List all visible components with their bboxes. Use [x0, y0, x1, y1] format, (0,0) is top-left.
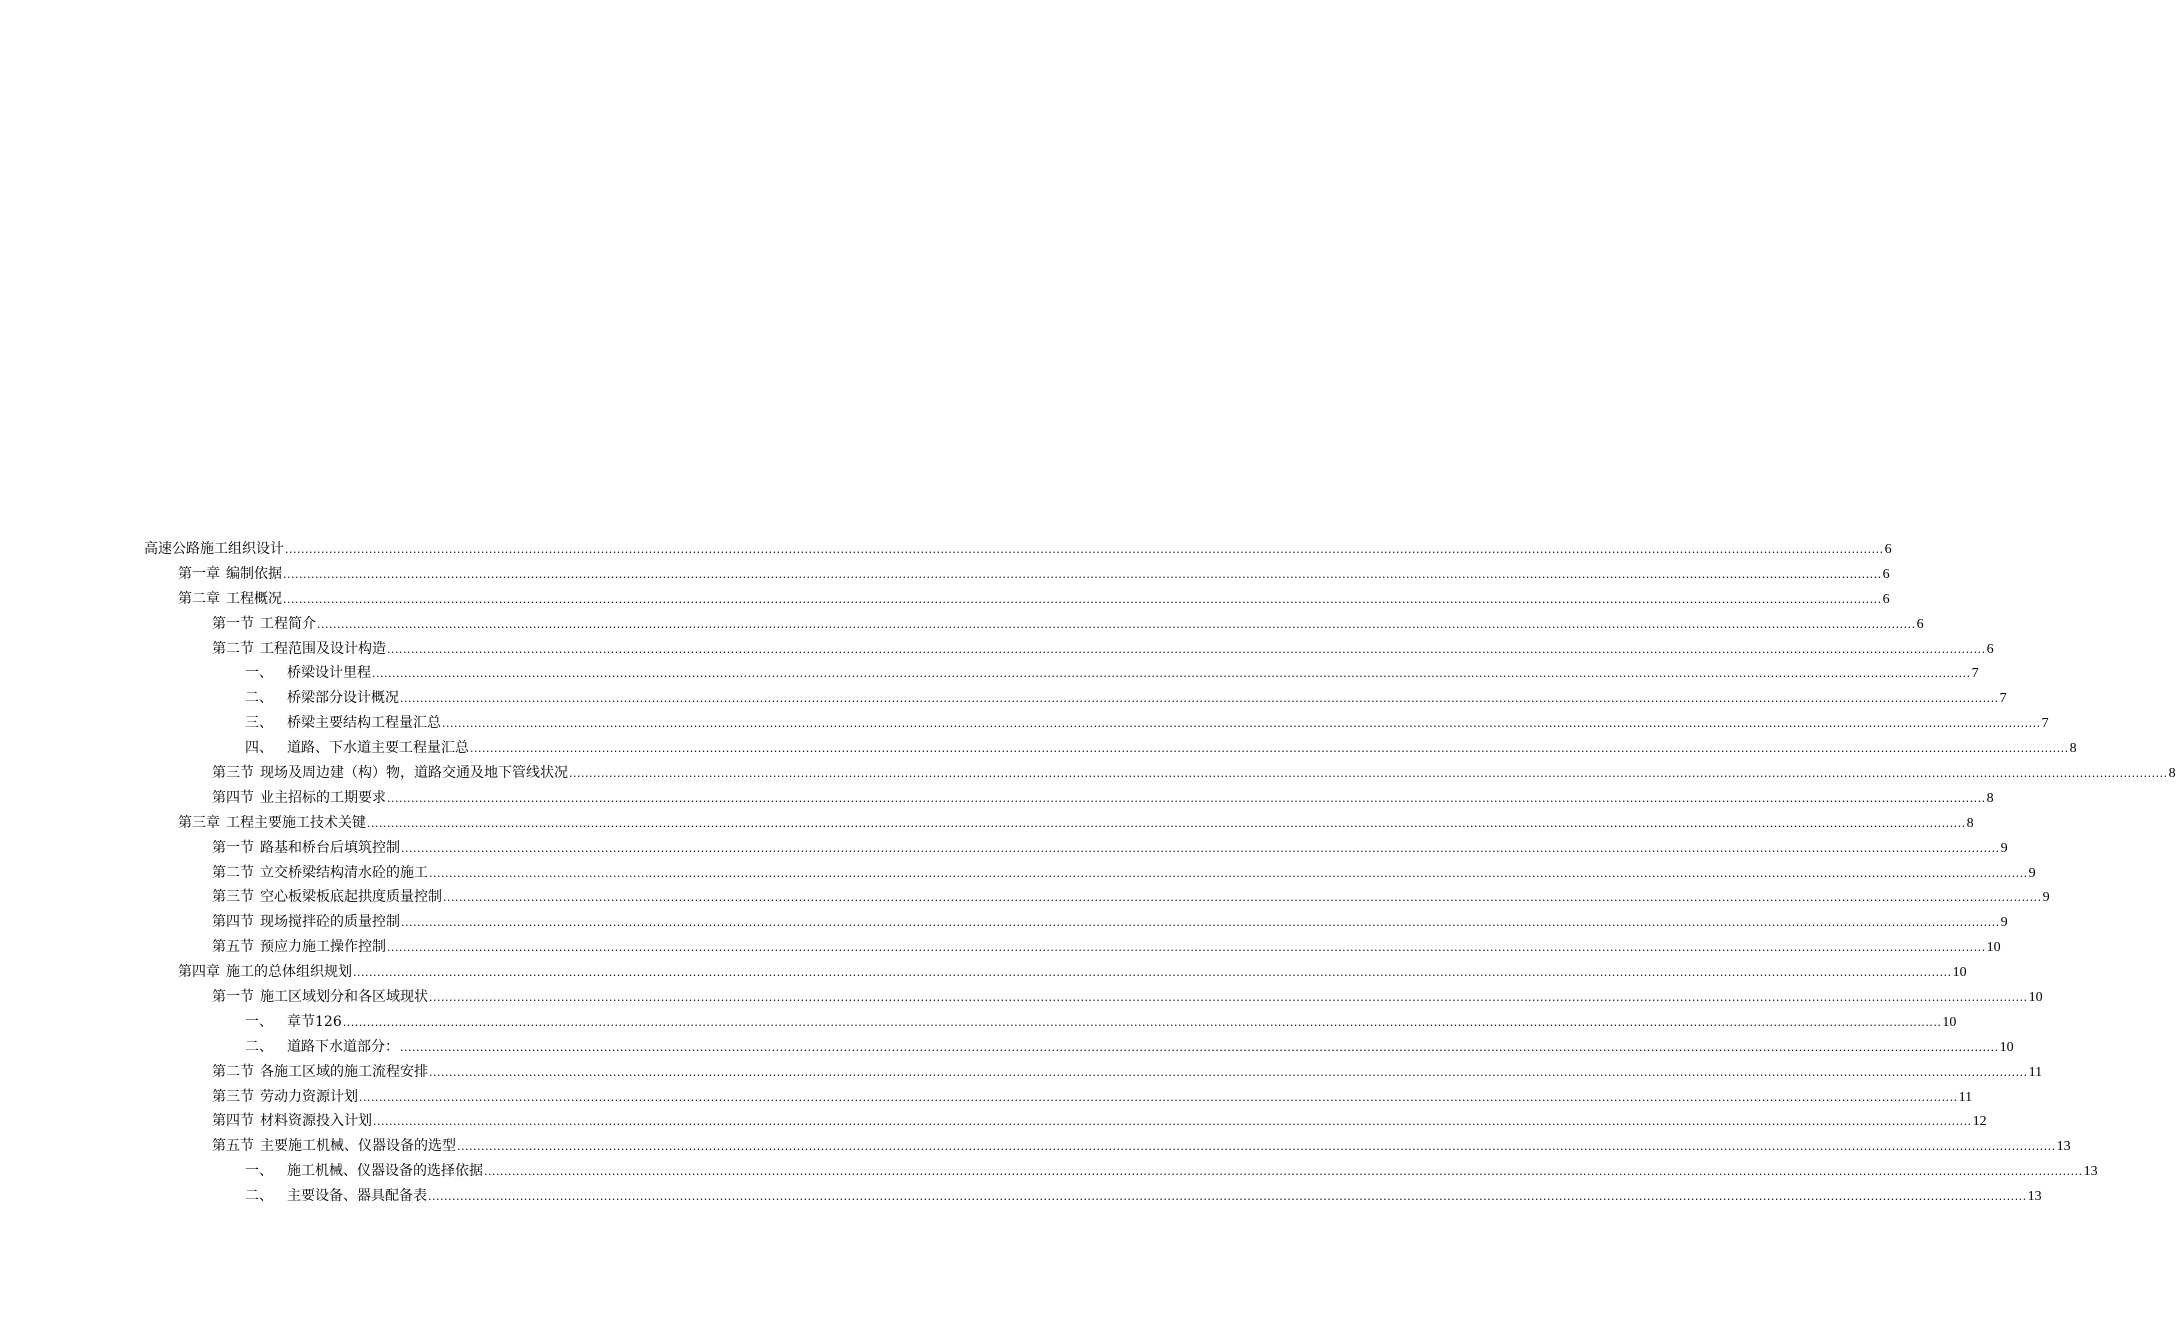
toc-entry[interactable]	[0, 661, 1979, 686]
toc-entry-number: 一、	[245, 665, 273, 682]
toc-entry-page-number: 11	[1958, 1089, 1973, 1105]
toc-entry[interactable]	[0, 736, 2077, 761]
toc-entry-number: 第三节	[212, 765, 254, 782]
toc-entry-title: 桥梁主要结构工程量汇总	[287, 715, 441, 732]
toc-entry-number: 第二节	[212, 864, 254, 881]
toc-entry-number: 四、	[245, 740, 273, 757]
toc-entry-number: 第二节	[212, 640, 254, 657]
dot-leader: ................................................................................................................................................................................................................................................................................................................................................................................................................	[387, 791, 1986, 805]
toc-entry-title: 现场搅拌砼的质量控制	[260, 914, 400, 931]
toc-entry-number: 第一节	[212, 989, 254, 1006]
dot-leader: ................................................................................................................................................................................................................................................................................................................................................................................................................	[484, 1165, 2083, 1179]
dot-leader: ................................................................................................................................................................................................................................................................................................................................................................................................................	[429, 1065, 2028, 1079]
toc-entry-page-number: 6	[1884, 542, 1892, 557]
toc-entry-title: 主要设备、器具配备表	[287, 1188, 427, 1205]
toc-entry[interactable]	[0, 562, 1890, 587]
dot-leader: ................................................................................................................................................................................................................................................................................................................................................................................................................	[359, 1090, 1958, 1104]
dot-leader: ................................................................................................................................................................................................................................................................................................................................................................................................................	[400, 692, 1999, 706]
toc-entry[interactable]	[0, 711, 2049, 736]
toc-entry-number: 第一节	[212, 839, 254, 856]
toc-entry-page-number: 13	[2027, 1189, 2042, 1205]
toc-entry-title: 桥梁部分设计概况	[287, 690, 399, 707]
toc-entry-title: 道路、下水道主要工程量汇总	[287, 740, 469, 757]
toc-entry-page-number: 6	[1882, 566, 1890, 582]
toc-entry[interactable]	[0, 1010, 1957, 1035]
toc-entry-number: 第二章	[178, 590, 220, 607]
dot-leader: ................................................................................................................................................................................................................................................................................................................................................................................................................	[353, 966, 1952, 980]
dot-leader: ................................................................................................................................................................................................................................................................................................................................................................................................................	[387, 941, 1986, 955]
dot-leader: ................................................................................................................................................................................................................................................................................................................................................................................................................	[342, 1015, 1942, 1029]
toc-entry-title: 道路下水道部分：	[287, 1038, 399, 1055]
toc-entry-number: 一、	[245, 1013, 273, 1030]
dot-leader: ................................................................................................................................................................................................................................................................................................................................................................................................................	[401, 841, 2000, 855]
toc-entry-number: 第一章	[178, 565, 220, 582]
toc-entry-title: 路基和桥台后填筑控制	[260, 839, 400, 856]
toc-entry[interactable]	[0, 761, 2176, 786]
toc-entry[interactable]	[0, 861, 2036, 886]
dot-leader: ................................................................................................................................................................................................................................................................................................................................................................................................................	[285, 543, 1884, 556]
toc-entry[interactable]	[0, 935, 2001, 960]
dot-leader: ................................................................................................................................................................................................................................................................................................................................................................................................................	[317, 617, 1916, 631]
toc-entry[interactable]	[0, 1035, 2014, 1060]
toc-entry-title: 工程简介	[260, 615, 316, 632]
toc-entry-number: 第二节	[212, 1063, 254, 1080]
toc-entry-title: 桥梁设计里程	[287, 665, 371, 682]
toc-entry-page-number: 9	[2000, 915, 2008, 931]
dot-leader: ................................................................................................................................................................................................................................................................................................................................................................................................................	[428, 1190, 2027, 1204]
toc-entry-page-number: 6	[1916, 616, 1924, 632]
toc-entry-number: 二、	[245, 1038, 273, 1055]
toc-entry-title: 施工的总体组织规划	[226, 964, 352, 981]
toc-entry[interactable]	[0, 985, 2043, 1010]
dot-leader: ................................................................................................................................................................................................................................................................................................................................................................................................................	[373, 1115, 1972, 1129]
dot-leader: ................................................................................................................................................................................................................................................................................................................................................................................................................	[429, 991, 2028, 1005]
dot-leader: ................................................................................................................................................................................................................................................................................................................................................................................................................	[429, 866, 2028, 880]
toc-entry-page-number: 6	[1882, 591, 1890, 607]
toc-entry-page-number: 9	[2000, 840, 2008, 856]
toc-entry-number: 第三章	[178, 814, 220, 831]
toc-entry[interactable]	[0, 1060, 2043, 1085]
toc-entry[interactable]	[0, 960, 1967, 985]
toc-entry[interactable]	[0, 587, 1890, 612]
toc-entry[interactable]	[0, 910, 2008, 935]
toc-entry[interactable]	[0, 1109, 1987, 1134]
toc-entry-page-number: 13	[2056, 1139, 2071, 1155]
dot-leader: ................................................................................................................................................................................................................................................................................................................................................................................................................	[443, 891, 2042, 905]
toc-entry-page-number: 10	[1942, 1014, 1957, 1030]
toc-entry-number: 第三节	[212, 889, 254, 906]
toc-entry-page-number: 11	[2028, 1064, 2043, 1080]
toc-entry[interactable]	[0, 786, 1994, 811]
toc-entry[interactable]	[0, 537, 1892, 562]
toc-entry-title: 施工机械、仪器设备的选择依据	[287, 1163, 483, 1180]
toc-entry-number: 二、	[245, 690, 273, 707]
dot-leader: ................................................................................................................................................................................................................................................................................................................................................................................................................	[470, 742, 2069, 756]
dot-leader: ................................................................................................................................................................................................................................................................................................................................................................................................................	[283, 567, 1882, 581]
toc-entry-title: 空心板梁板底起拱度质量控制	[260, 889, 442, 906]
toc-entry-page-number: 9	[2028, 865, 2036, 881]
toc-entry[interactable]	[0, 637, 1994, 662]
dot-leader: ................................................................................................................................................................................................................................................................................................................................................................................................................	[401, 916, 2000, 930]
toc-entry-page-number: 8	[2168, 766, 2176, 782]
toc-entry-number: 一、	[245, 1163, 273, 1180]
dot-leader: ................................................................................................................................................................................................................................................................................................................................................................................................................	[387, 642, 1986, 656]
toc-entry-number: 第四章	[178, 964, 220, 981]
toc-entry-page-number: 10	[1999, 1039, 2014, 1055]
toc-entry-title: 劳动力资源计划	[260, 1088, 358, 1105]
toc-entry-number: 二、	[245, 1188, 273, 1205]
table-of-contents	[0, 537, 2176, 1209]
toc-entry-title: 材料资源投入计划	[260, 1113, 372, 1130]
toc-entry-page-number: 12	[1972, 1114, 1987, 1130]
toc-entry-page-number: 7	[1971, 666, 1979, 682]
toc-entry-page-number: 7	[1999, 691, 2007, 707]
toc-entry-title: 主要施工机械、仪器设备的选型	[260, 1138, 456, 1155]
toc-entry-title: 施工区域划分和各区域现状	[260, 989, 428, 1006]
toc-entry-title: 编制依据	[226, 565, 282, 582]
toc-entry-title: 各施工区域的施工流程安排	[260, 1063, 428, 1080]
toc-entry-title: 高速公路施工组织设计	[144, 541, 284, 557]
toc-entry-page-number: 10	[1952, 965, 1967, 981]
toc-entry-number: 三、	[245, 715, 273, 732]
toc-entry[interactable]	[0, 686, 2007, 711]
toc-entry[interactable]	[0, 1134, 2071, 1159]
toc-entry-title: 业主招标的工期要求	[260, 789, 386, 806]
toc-entry[interactable]	[0, 1159, 2098, 1184]
toc-entry[interactable]	[0, 885, 2050, 910]
toc-entry-page-number: 6	[1986, 641, 1994, 657]
toc-entry-page-number: 8	[1966, 815, 1974, 831]
dot-leader: ................................................................................................................................................................................................................................................................................................................................................................................................................	[372, 667, 1971, 681]
toc-entry-page-number: 7	[2041, 716, 2049, 732]
dot-leader: ................................................................................................................................................................................................................................................................................................................................................................................................................	[569, 767, 2168, 781]
toc-entry-page-number: 8	[1986, 790, 1994, 806]
toc-entry-number: 第五节	[212, 939, 254, 956]
toc-entry-title: 工程范围及设计构造	[260, 640, 386, 657]
toc-entry-number: 第一节	[212, 615, 254, 632]
dot-leader: ................................................................................................................................................................................................................................................................................................................................................................................................................	[442, 717, 2041, 731]
dot-leader: ................................................................................................................................................................................................................................................................................................................................................................................................................	[283, 592, 1882, 606]
toc-entry[interactable]	[0, 811, 1974, 836]
toc-entry-title: 预应力施工操作控制	[260, 939, 386, 956]
toc-entry-page-number: 10	[2028, 990, 2043, 1006]
toc-entry-number: 第五节	[212, 1138, 254, 1155]
toc-entry[interactable]	[0, 1184, 2042, 1209]
toc-entry-page-number: 13	[2083, 1164, 2098, 1180]
toc-entry-title: 工程概况	[226, 590, 282, 607]
toc-entry-number: 第四节	[212, 914, 254, 931]
dot-leader: ................................................................................................................................................................................................................................................................................................................................................................................................................	[367, 816, 1966, 830]
toc-entry[interactable]	[0, 612, 1924, 637]
toc-entry-page-number: 9	[2042, 890, 2050, 906]
toc-entry-number: 第三节	[212, 1088, 254, 1105]
toc-entry-title: 工程主要施工技术关键	[226, 814, 366, 831]
toc-entry[interactable]	[0, 836, 2008, 861]
dot-leader: ................................................................................................................................................................................................................................................................................................................................................................................................................	[400, 1040, 1999, 1054]
toc-entry[interactable]	[0, 1085, 1973, 1110]
toc-entry-page-number: 10	[1986, 940, 2001, 956]
dot-leader: ................................................................................................................................................................................................................................................................................................................................................................................................................	[457, 1140, 2056, 1154]
toc-entry-number: 第四节	[212, 1113, 254, 1130]
toc-entry-title: 立交桥梁结构清水砼的施工	[260, 864, 428, 881]
toc-entry-title: 章节126	[287, 1013, 342, 1030]
toc-entry-number: 第四节	[212, 789, 254, 806]
toc-entry-title: 现场及周边建（构）物，道路交通及地下管线状况	[260, 765, 568, 782]
toc-entry-page-number: 8	[2069, 741, 2077, 757]
